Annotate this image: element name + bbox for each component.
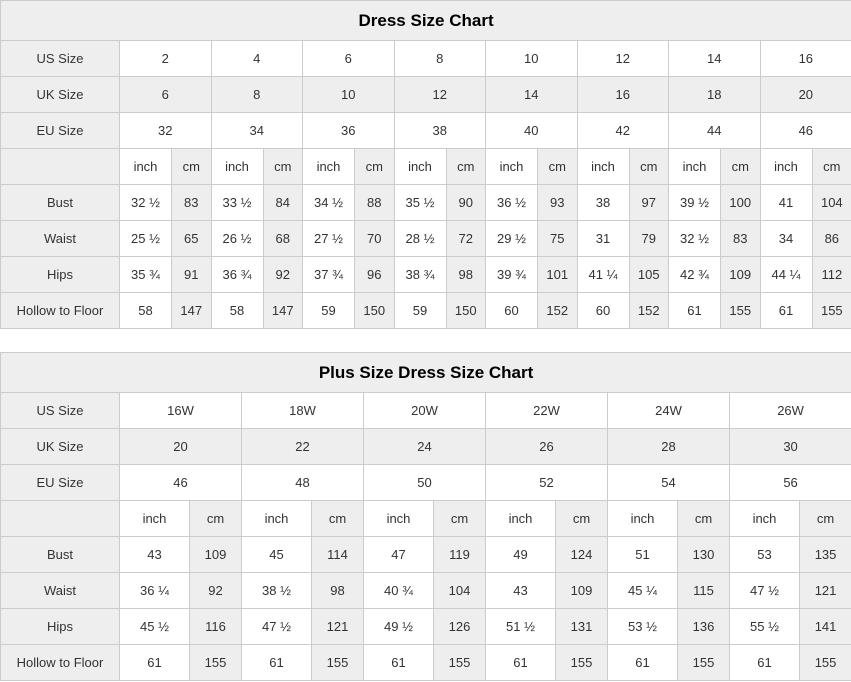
measurement-cell-inch: 29 ½: [486, 221, 538, 257]
measurement-cell-inch: 34: [760, 221, 812, 257]
measurement-cell-cm: 135: [800, 537, 851, 573]
measurement-cell-cm: 155: [721, 293, 761, 329]
measurement-cell-inch: 44 ¼: [760, 257, 812, 293]
measurement-cell-cm: 152: [629, 293, 669, 329]
size-cell: 34: [211, 113, 303, 149]
plus-size-dress-size-chart-table: [0, 352, 851, 681]
unit-cell-inch: inch: [120, 501, 190, 537]
measurement-cell-cm: 121: [312, 609, 364, 645]
measurement-cell-inch: 53: [730, 537, 800, 573]
measurement-cell-cm: 96: [355, 257, 395, 293]
unit-cell-cm: cm: [721, 149, 761, 185]
unit-cell-inch: inch: [211, 149, 263, 185]
measurement-cell-inch: 61: [364, 645, 434, 681]
measurement-cell-cm: 68: [263, 221, 303, 257]
row-label: Waist: [1, 221, 120, 257]
measurement-cell-inch: 61: [486, 645, 556, 681]
unit-header-row: [1, 149, 851, 185]
unit-cell-inch: inch: [608, 501, 678, 537]
measurement-cell-cm: 92: [263, 257, 303, 293]
measurement-cell-cm: 141: [800, 609, 851, 645]
unit-cell-cm: cm: [312, 501, 364, 537]
measurement-cell-inch: 49 ½: [364, 609, 434, 645]
measurement-cell-cm: 121: [800, 573, 851, 609]
size-cell: 2: [120, 41, 212, 77]
measurement-cell-inch: 51 ½: [486, 609, 556, 645]
row-label: US Size: [1, 41, 120, 77]
measurement-cell-inch: 28 ½: [394, 221, 446, 257]
measurement-cell-cm: 98: [312, 573, 364, 609]
measurement-cell-cm: 109: [556, 573, 608, 609]
measurement-row: [1, 185, 851, 221]
measurement-cell-cm: 104: [434, 573, 486, 609]
size-cell: 44: [669, 113, 761, 149]
size-cell: 46: [760, 113, 851, 149]
measurement-cell-inch: 47 ½: [242, 609, 312, 645]
size-cell: 18W: [242, 393, 364, 429]
measurement-cell-inch: 45 ¼: [608, 573, 678, 609]
measurement-cell-inch: 53 ½: [608, 609, 678, 645]
row-label: Hollow to Floor: [1, 293, 120, 329]
size-cell: 42: [577, 113, 669, 149]
measurement-cell-cm: 91: [172, 257, 212, 293]
size-cell: 4: [211, 41, 303, 77]
size-cell: 10: [486, 41, 578, 77]
measurement-cell-cm: 83: [721, 221, 761, 257]
size-cell: 6: [303, 41, 395, 77]
measurement-cell-inch: 47: [364, 537, 434, 573]
unit-cell-inch: inch: [242, 501, 312, 537]
size-cell: 18: [669, 77, 761, 113]
measurement-cell-inch: 34 ½: [303, 185, 355, 221]
size-cell: 56: [730, 465, 851, 501]
row-label: EU Size: [1, 465, 120, 501]
measurement-cell-inch: 61: [608, 645, 678, 681]
measurement-cell-inch: 43: [486, 573, 556, 609]
unit-row-spacer: [1, 501, 120, 537]
row-label: Hollow to Floor: [1, 645, 120, 681]
row-label: UK Size: [1, 77, 120, 113]
size-cell: 40: [486, 113, 578, 149]
size-cell: 20W: [364, 393, 486, 429]
measurement-cell-inch: 45: [242, 537, 312, 573]
measurement-cell-cm: 75: [538, 221, 578, 257]
unit-cell-inch: inch: [577, 149, 629, 185]
size-cell: 24: [364, 429, 486, 465]
measurement-cell-inch: 61: [669, 293, 721, 329]
measurement-cell-cm: 155: [812, 293, 851, 329]
size-cell: 16: [577, 77, 669, 113]
measurement-cell-inch: 61: [242, 645, 312, 681]
measurement-cell-cm: 65: [172, 221, 212, 257]
measurement-cell-cm: 109: [721, 257, 761, 293]
row-label: US Size: [1, 393, 120, 429]
measurement-cell-cm: 88: [355, 185, 395, 221]
size-cell: 30: [730, 429, 851, 465]
row-label: Waist: [1, 573, 120, 609]
measurement-cell-cm: 155: [434, 645, 486, 681]
measurement-cell-inch: 61: [730, 645, 800, 681]
measurement-cell-inch: 33 ½: [211, 185, 263, 221]
row-label: EU Size: [1, 113, 120, 149]
size-cell: 38: [394, 113, 486, 149]
size-cell: 26W: [730, 393, 851, 429]
measurement-cell-inch: 60: [486, 293, 538, 329]
measurement-cell-cm: 150: [446, 293, 486, 329]
unit-cell-cm: cm: [355, 149, 395, 185]
size-cell: 22W: [486, 393, 608, 429]
measurement-cell-cm: 124: [556, 537, 608, 573]
unit-cell-cm: cm: [190, 501, 242, 537]
unit-cell-cm: cm: [538, 149, 578, 185]
size-cell: 32: [120, 113, 212, 149]
measurement-cell-inch: 35 ¾: [120, 257, 172, 293]
size-cell: 12: [577, 41, 669, 77]
measurement-cell-cm: 136: [678, 609, 730, 645]
unit-cell-inch: inch: [486, 501, 556, 537]
measurement-row: [1, 293, 851, 329]
measurement-cell-inch: 61: [120, 645, 190, 681]
size-cell: 8: [211, 77, 303, 113]
unit-row-spacer: [1, 149, 120, 185]
size-cell: 22: [242, 429, 364, 465]
measurement-row: [1, 537, 851, 573]
unit-cell-cm: cm: [434, 501, 486, 537]
measurement-row: [1, 645, 851, 681]
size-cell: 20: [760, 77, 851, 113]
row-label: Hips: [1, 257, 120, 293]
measurement-cell-cm: 97: [629, 185, 669, 221]
unit-cell-inch: inch: [760, 149, 812, 185]
measurement-cell-inch: 60: [577, 293, 629, 329]
measurement-cell-cm: 147: [263, 293, 303, 329]
measurement-cell-cm: 147: [172, 293, 212, 329]
row-label: Bust: [1, 185, 120, 221]
measurement-cell-cm: 92: [190, 573, 242, 609]
measurement-cell-cm: 84: [263, 185, 303, 221]
measurement-cell-cm: 101: [538, 257, 578, 293]
measurement-cell-inch: 55 ½: [730, 609, 800, 645]
measurement-row: [1, 257, 851, 293]
measurement-cell-cm: 119: [434, 537, 486, 573]
measurement-cell-inch: 36 ¾: [211, 257, 263, 293]
measurement-cell-inch: 36 ½: [486, 185, 538, 221]
measurement-cell-inch: 39 ¾: [486, 257, 538, 293]
table-title: Plus Size Dress Size Chart: [1, 353, 851, 393]
size-cell: 20: [120, 429, 242, 465]
measurement-cell-cm: 155: [556, 645, 608, 681]
unit-cell-inch: inch: [394, 149, 446, 185]
size-row: [1, 113, 851, 149]
size-cell: 16W: [120, 393, 242, 429]
table-title-row: [1, 353, 851, 393]
unit-cell-inch: inch: [486, 149, 538, 185]
size-cell: 50: [364, 465, 486, 501]
table-title-row: [1, 1, 851, 41]
unit-cell-cm: cm: [263, 149, 303, 185]
measurement-row: [1, 609, 851, 645]
size-row: [1, 465, 851, 501]
measurement-cell-cm: 100: [721, 185, 761, 221]
measurement-cell-inch: 49: [486, 537, 556, 573]
unit-cell-cm: cm: [446, 149, 486, 185]
unit-cell-inch: inch: [303, 149, 355, 185]
measurement-cell-inch: 38 ½: [242, 573, 312, 609]
measurement-cell-inch: 32 ½: [669, 221, 721, 257]
measurement-cell-cm: 105: [629, 257, 669, 293]
measurement-cell-cm: 93: [538, 185, 578, 221]
measurement-cell-cm: 83: [172, 185, 212, 221]
measurement-cell-cm: 70: [355, 221, 395, 257]
measurement-cell-cm: 130: [678, 537, 730, 573]
measurement-cell-inch: 38: [577, 185, 629, 221]
size-row: [1, 41, 851, 77]
measurement-cell-cm: 150: [355, 293, 395, 329]
unit-cell-cm: cm: [172, 149, 212, 185]
row-label: UK Size: [1, 429, 120, 465]
unit-cell-cm: cm: [629, 149, 669, 185]
size-cell: 6: [120, 77, 212, 113]
size-row: [1, 429, 851, 465]
measurement-cell-cm: 90: [446, 185, 486, 221]
size-cell: 14: [486, 77, 578, 113]
measurement-cell-cm: 155: [312, 645, 364, 681]
measurement-cell-cm: 109: [190, 537, 242, 573]
dress-size-chart-table: [0, 0, 851, 329]
size-cell: 10: [303, 77, 395, 113]
row-label: Bust: [1, 537, 120, 573]
measurement-cell-inch: 61: [760, 293, 812, 329]
unit-cell-cm: cm: [800, 501, 851, 537]
size-cell: 26: [486, 429, 608, 465]
unit-cell-cm: cm: [812, 149, 851, 185]
measurement-cell-cm: 86: [812, 221, 851, 257]
measurement-cell-inch: 45 ½: [120, 609, 190, 645]
size-cell: 54: [608, 465, 730, 501]
measurement-cell-cm: 115: [678, 573, 730, 609]
size-cell: 8: [394, 41, 486, 77]
measurement-cell-cm: 116: [190, 609, 242, 645]
size-cell: 16: [760, 41, 851, 77]
measurement-cell-cm: 155: [190, 645, 242, 681]
unit-cell-inch: inch: [730, 501, 800, 537]
size-cell: 46: [120, 465, 242, 501]
size-cell: 24W: [608, 393, 730, 429]
measurement-cell-cm: 114: [312, 537, 364, 573]
measurement-cell-inch: 40 ¾: [364, 573, 434, 609]
measurement-cell-inch: 51: [608, 537, 678, 573]
size-cell: 52: [486, 465, 608, 501]
measurement-cell-cm: 152: [538, 293, 578, 329]
size-row: [1, 77, 851, 113]
unit-cell-inch: inch: [120, 149, 172, 185]
size-cell: 12: [394, 77, 486, 113]
measurement-cell-cm: 98: [446, 257, 486, 293]
measurement-cell-cm: 155: [800, 645, 851, 681]
measurement-cell-inch: 59: [394, 293, 446, 329]
unit-cell-cm: cm: [556, 501, 608, 537]
measurement-cell-inch: 35 ½: [394, 185, 446, 221]
unit-cell-inch: inch: [364, 501, 434, 537]
measurement-cell-inch: 43: [120, 537, 190, 573]
measurement-cell-inch: 58: [211, 293, 263, 329]
measurement-cell-inch: 42 ¾: [669, 257, 721, 293]
size-cell: 36: [303, 113, 395, 149]
size-cell: 48: [242, 465, 364, 501]
measurement-cell-inch: 36 ¼: [120, 573, 190, 609]
unit-cell-inch: inch: [669, 149, 721, 185]
measurement-cell-cm: 131: [556, 609, 608, 645]
measurement-row: [1, 221, 851, 257]
size-cell: 28: [608, 429, 730, 465]
measurement-cell-inch: 58: [120, 293, 172, 329]
measurement-row: [1, 573, 851, 609]
size-cell: 14: [669, 41, 761, 77]
measurement-cell-inch: 26 ½: [211, 221, 263, 257]
measurement-cell-inch: 39 ½: [669, 185, 721, 221]
measurement-cell-cm: 126: [434, 609, 486, 645]
measurement-cell-inch: 25 ½: [120, 221, 172, 257]
unit-cell-cm: cm: [678, 501, 730, 537]
measurement-cell-inch: 31: [577, 221, 629, 257]
table-title: Dress Size Chart: [1, 1, 851, 41]
measurement-cell-inch: 38 ¾: [394, 257, 446, 293]
measurement-cell-cm: 155: [678, 645, 730, 681]
measurement-cell-cm: 112: [812, 257, 851, 293]
measurement-cell-inch: 27 ½: [303, 221, 355, 257]
measurement-cell-inch: 37 ¾: [303, 257, 355, 293]
measurement-cell-cm: 104: [812, 185, 851, 221]
measurement-cell-inch: 41: [760, 185, 812, 221]
measurement-cell-cm: 72: [446, 221, 486, 257]
measurement-cell-inch: 59: [303, 293, 355, 329]
size-row: [1, 393, 851, 429]
measurement-cell-inch: 47 ½: [730, 573, 800, 609]
measurement-cell-inch: 41 ¼: [577, 257, 629, 293]
unit-header-row: [1, 501, 851, 537]
measurement-cell-inch: 32 ½: [120, 185, 172, 221]
row-label: Hips: [1, 609, 120, 645]
measurement-cell-cm: 79: [629, 221, 669, 257]
